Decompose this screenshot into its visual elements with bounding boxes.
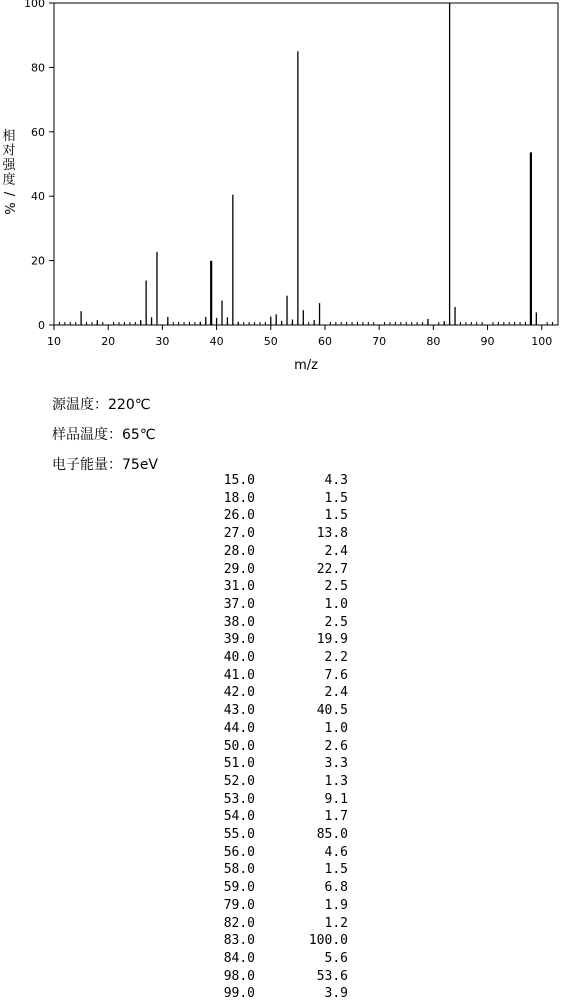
x-tick-label: 10 bbox=[47, 335, 61, 348]
mz-value: 38.0 bbox=[223, 614, 255, 630]
mz-value: 52.0 bbox=[223, 773, 255, 789]
relative-intensity-value: 85.0 bbox=[316, 827, 348, 843]
mz-value: 84.0 bbox=[223, 950, 255, 966]
mz-value: 54.0 bbox=[223, 809, 255, 825]
relative-intensity-value: 1.0 bbox=[324, 720, 348, 736]
x-tick-label: 100 bbox=[531, 335, 553, 348]
x-tick-label: 70 bbox=[372, 335, 387, 348]
spectrum-bars bbox=[81, 3, 536, 325]
mz-value: 29.0 bbox=[223, 561, 255, 577]
table-row bbox=[200, 826, 348, 844]
relative-intensity-value: 2.4 bbox=[324, 685, 348, 701]
electron-energy: 电子能量：75eV bbox=[52, 457, 159, 473]
mz-value: 44.0 bbox=[223, 720, 255, 736]
y-tick-label: 100 bbox=[24, 0, 45, 10]
y-tick-label: 60 bbox=[31, 125, 45, 139]
relative-intensity-value: 5.6 bbox=[324, 950, 348, 966]
relative-intensity-value: 4.6 bbox=[324, 844, 348, 860]
source-temperature: 源温度：220℃ bbox=[52, 397, 151, 413]
y-axis-label-char: 对 bbox=[2, 143, 16, 159]
mz-value: 43.0 bbox=[223, 703, 255, 719]
table-row bbox=[200, 614, 348, 632]
mz-value: 40.0 bbox=[223, 650, 255, 666]
y-axis-label-char: 强 bbox=[2, 158, 16, 173]
relative-intensity-value: 1.0 bbox=[324, 596, 348, 612]
mz-value: 41.0 bbox=[223, 667, 255, 683]
table-row bbox=[200, 561, 348, 579]
table-row bbox=[200, 578, 348, 596]
table-row bbox=[200, 720, 348, 738]
sample-temperature: 样品温度：65℃ bbox=[52, 427, 156, 443]
mz-value: 59.0 bbox=[223, 880, 255, 896]
relative-intensity-value: 1.7 bbox=[324, 809, 348, 825]
relative-intensity-value: 1.9 bbox=[324, 897, 348, 913]
relative-intensity-value: 7.6 bbox=[324, 667, 348, 683]
x-tick-label: 30 bbox=[155, 335, 170, 348]
table-row bbox=[200, 649, 348, 667]
table-row bbox=[200, 702, 348, 720]
y-tick-label: 0 bbox=[38, 319, 45, 332]
table-row bbox=[200, 472, 348, 490]
table-row bbox=[200, 773, 348, 791]
mass-spectrum-chart bbox=[0, 0, 570, 380]
relative-intensity-value: 13.8 bbox=[316, 526, 348, 542]
x-tick-label: 50 bbox=[263, 335, 278, 348]
mz-value: 26.0 bbox=[223, 508, 255, 524]
mz-value: 18.0 bbox=[223, 490, 255, 506]
relative-intensity-value: 6.8 bbox=[324, 880, 348, 896]
table-row bbox=[200, 667, 348, 685]
x-tick-label: 90 bbox=[480, 335, 495, 348]
relative-intensity-value: 2.5 bbox=[324, 614, 348, 630]
table-row bbox=[200, 507, 348, 525]
y-tick-label: 40 bbox=[31, 190, 45, 204]
mz-value: 31.0 bbox=[223, 579, 255, 595]
table-row bbox=[200, 791, 348, 809]
mz-value: 37.0 bbox=[223, 596, 255, 612]
y-axis-label-char: % bbox=[1, 202, 16, 215]
x-axis-ticks bbox=[47, 325, 552, 348]
y-axis-ticks bbox=[24, 0, 54, 332]
plot-frame bbox=[54, 3, 558, 325]
mz-value: 56.0 bbox=[223, 844, 255, 860]
mz-value: 50.0 bbox=[223, 738, 255, 754]
mz-value: 79.0 bbox=[223, 897, 255, 913]
mz-value: 42.0 bbox=[223, 685, 255, 701]
mz-value: 28.0 bbox=[223, 543, 255, 559]
table-row bbox=[200, 879, 348, 897]
mz-value: 98.0 bbox=[223, 968, 255, 984]
table-row bbox=[200, 808, 348, 826]
relative-intensity-value: 2.6 bbox=[324, 738, 348, 754]
relative-intensity-value: 100.0 bbox=[308, 933, 348, 949]
x-tick-label: 60 bbox=[317, 335, 332, 348]
relative-intensity-value: 1.5 bbox=[324, 508, 348, 524]
peak-table bbox=[200, 472, 348, 1003]
relative-intensity-value: 4.3 bbox=[324, 473, 348, 488]
relative-intensity-value: 2.2 bbox=[324, 650, 348, 666]
table-row bbox=[200, 631, 348, 649]
y-axis-label-char: 度 bbox=[2, 172, 16, 188]
x-tick-label: 40 bbox=[209, 335, 224, 348]
table-row bbox=[200, 950, 348, 968]
relative-intensity-value: 1.3 bbox=[324, 773, 348, 789]
relative-intensity-value: 1.5 bbox=[324, 862, 348, 878]
mz-value: 55.0 bbox=[223, 827, 255, 843]
table-row bbox=[200, 968, 348, 986]
mz-value: 99.0 bbox=[223, 986, 255, 1002]
relative-intensity-value: 22.7 bbox=[316, 561, 348, 577]
x-axis-label: m/z bbox=[294, 358, 318, 373]
relative-intensity-value: 2.5 bbox=[324, 579, 348, 595]
mz-value: 58.0 bbox=[223, 862, 255, 878]
table-row bbox=[200, 684, 348, 702]
table-row bbox=[200, 844, 348, 862]
table-row bbox=[200, 490, 348, 508]
relative-intensity-value: 19.9 bbox=[316, 632, 348, 648]
mz-value: 27.0 bbox=[223, 526, 255, 542]
mz-value: 82.0 bbox=[223, 915, 255, 931]
mz-value: 51.0 bbox=[223, 756, 255, 772]
y-tick-label: 20 bbox=[31, 254, 45, 268]
relative-intensity-value: 1.5 bbox=[324, 490, 348, 506]
relative-intensity-value: 40.5 bbox=[316, 703, 348, 719]
table-row bbox=[200, 932, 348, 950]
table-row bbox=[200, 897, 348, 915]
relative-intensity-value: 1.2 bbox=[324, 915, 348, 931]
relative-intensity-value: 3.3 bbox=[324, 756, 348, 772]
y-axis-label-char: 相 bbox=[2, 129, 16, 144]
table-row bbox=[200, 525, 348, 543]
relative-intensity-value: 2.4 bbox=[324, 543, 348, 559]
table-row bbox=[200, 596, 348, 614]
table-row bbox=[200, 738, 348, 756]
mz-value: 83.0 bbox=[223, 933, 255, 949]
y-tick-label: 80 bbox=[31, 61, 45, 75]
mz-value: 53.0 bbox=[223, 791, 255, 807]
mz-value: 15.0 bbox=[223, 473, 255, 488]
table-row bbox=[200, 755, 348, 773]
relative-intensity-value: 3.9 bbox=[324, 986, 348, 1002]
x-tick-label: 20 bbox=[101, 335, 116, 348]
x-tick-label: 80 bbox=[426, 335, 441, 348]
mz-value: 39.0 bbox=[223, 632, 255, 648]
table-row bbox=[200, 543, 348, 561]
y-axis-label bbox=[1, 128, 16, 215]
table-row bbox=[200, 985, 348, 1003]
table-row bbox=[200, 915, 348, 933]
relative-intensity-value: 9.1 bbox=[324, 791, 348, 807]
y-axis-label-char: / bbox=[1, 191, 16, 197]
relative-intensity-value: 53.6 bbox=[316, 968, 348, 984]
table-row bbox=[200, 861, 348, 879]
